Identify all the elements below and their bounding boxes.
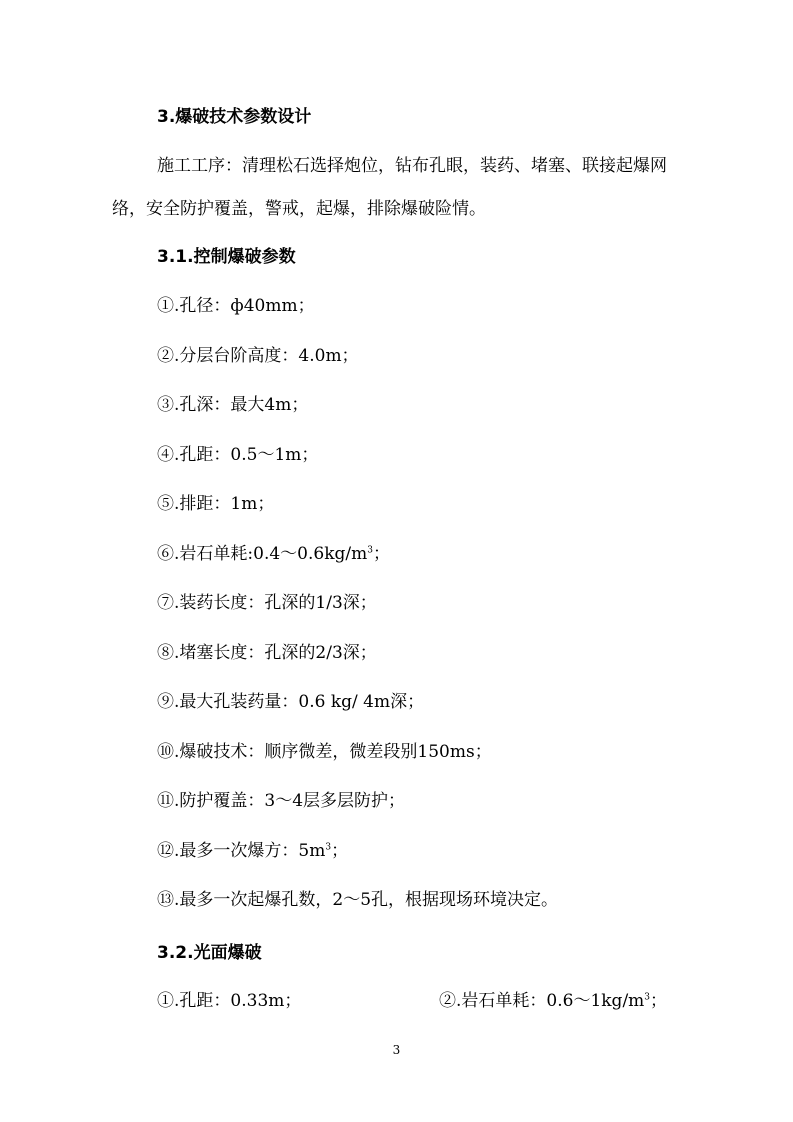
parameter-item: [157, 444, 318, 466]
construction-process-paragraph: 施工工序：清理松石选择炮位，钻布孔眼，装药、堵塞、联接起爆网络，安全防护覆盖，警戒，起爆，排除爆破险情。: [112, 156, 667, 219]
parameter-item: [157, 345, 359, 367]
parameter-text: ⑦.装药长度：孔深的1/3深；: [157, 593, 377, 613]
parameter-text: ③.孔深：最大4m；: [157, 395, 309, 415]
parameter-text: ⑫.最多一次爆方：5m: [157, 840, 326, 861]
parameter-text: ⑬.最多一次起爆孔数，2～5孔，根据现场环境决定。: [157, 890, 559, 910]
parameter-item: [157, 592, 377, 614]
parameter-item: [157, 493, 274, 515]
parameter-item: [157, 840, 348, 862]
parameter-text: ②.分层台阶高度：4.0m；: [157, 345, 359, 366]
parameter-item: [157, 790, 405, 812]
superscript: 3: [644, 992, 651, 1003]
parameter-item: [157, 741, 492, 763]
smooth-blasting-item-hole-spacing: [157, 990, 301, 1012]
parameter-text: ⑧.堵塞长度：孔深的2/3深；: [157, 642, 377, 663]
superscript: 3: [325, 841, 332, 852]
parameter-text: ⑥.岩石单耗:0.4～0.6kg/m: [157, 543, 368, 564]
parameter-item: [157, 295, 315, 317]
parameter-text: ⑨.最大孔装药量：0.6 kg/ 4m深；: [157, 692, 425, 712]
parameter-text: ①.孔径：ф40mm；: [157, 296, 315, 316]
superscript: 3: [367, 544, 373, 555]
parameter-text-after: ；: [331, 840, 349, 861]
parameter-item: [157, 691, 424, 713]
item-text: ①.孔距：0.33m；: [157, 991, 302, 1011]
parameter-text-after: ；: [372, 543, 390, 564]
parameter-text: ⑪.防护覆盖：3～4层多层防护；: [157, 791, 406, 811]
page-number: 3: [392, 1043, 401, 1057]
parameter-text: ⑤.排距：1m；: [157, 494, 275, 514]
subsection-heading-control-blasting: 3.1.控制爆破参数: [157, 247, 296, 267]
parameter-text: ⑩.爆破技术：顺序微差，微差段别150ms；: [157, 741, 492, 762]
parameter-text: ④.孔距：0.5～1m；: [157, 444, 319, 465]
section-heading: 3.爆破技术参数设计: [157, 107, 312, 127]
item-text: ②.岩石单耗：0.6～1kg/m: [439, 991, 645, 1011]
parameter-item: [157, 543, 390, 565]
parameter-item: [157, 889, 558, 911]
smooth-blasting-item-rock-consumption: [439, 990, 667, 1012]
subsection-heading-smooth-blasting: 3.2.光面爆破: [157, 943, 262, 963]
parameter-item: [157, 394, 308, 416]
item-text-after: ；: [650, 991, 668, 1011]
parameter-item: [157, 642, 377, 664]
